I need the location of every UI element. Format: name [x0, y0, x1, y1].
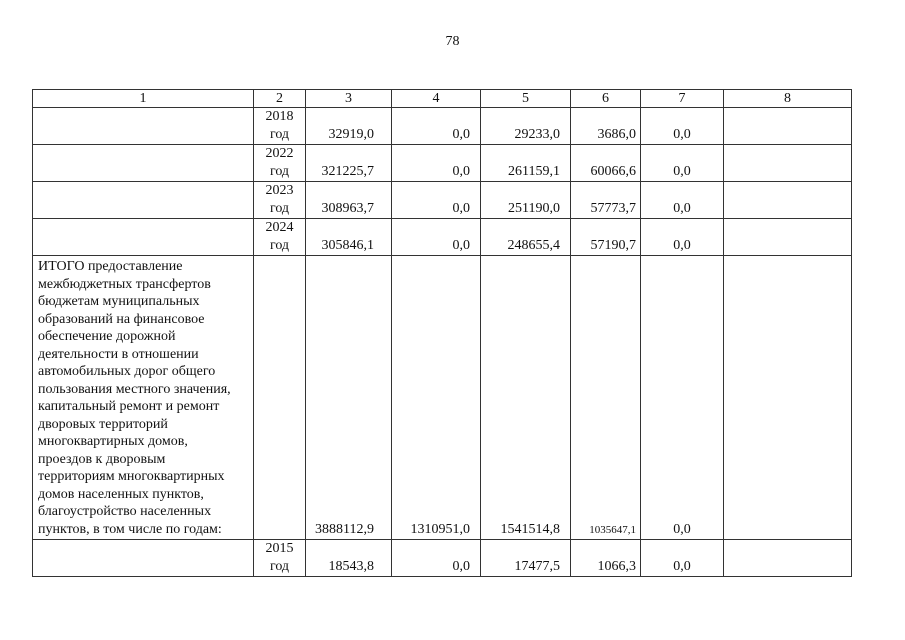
local-value: 1066,3 [571, 540, 641, 577]
table-row [33, 182, 852, 219]
other-value: 0,0 [641, 108, 724, 145]
budget-table [32, 89, 852, 577]
table-row [33, 219, 852, 256]
note-cell [724, 219, 852, 256]
federal-value: 0,0 [392, 219, 481, 256]
year-cell: 2018 год [254, 108, 306, 145]
local-value: 57190,7 [571, 219, 641, 256]
regional-value: 1541514,8 [481, 256, 571, 540]
regional-value: 261159,1 [481, 145, 571, 182]
year-cell: 2023 год [254, 182, 306, 219]
regional-value: 251190,0 [481, 182, 571, 219]
header-col-7: 7 [641, 90, 724, 108]
other-value: 0,0 [641, 145, 724, 182]
local-value: 1035647,1 [571, 256, 641, 540]
other-value: 0,0 [641, 182, 724, 219]
federal-value: 0,0 [392, 145, 481, 182]
federal-value: 0,0 [392, 540, 481, 577]
header-col-1: 1 [33, 90, 254, 108]
table-row [33, 145, 852, 182]
year-cell: 2022 год [254, 145, 306, 182]
note-cell [724, 182, 852, 219]
year-cell: 2024 год [254, 219, 306, 256]
regional-value: 29233,0 [481, 108, 571, 145]
total-value: 18543,8 [306, 540, 392, 577]
header-col-2: 2 [254, 90, 306, 108]
total-value: 32919,0 [306, 108, 392, 145]
total-description: ИТОГО предоставление межбюджетных трансфертов бюджетам муниципальных образований на финансовое обеспечение дорожной деятельности в отношении автомобильных дорог общего пользования местного значения, капитальный ремонт и ремонт дворовых территорий многоквартирных домов, проездов к дворовым территориям многоквартирных домов населенных пунктов, благоустройство населенных пунктов, в том числе по годам: [33, 256, 254, 540]
table-row [33, 540, 852, 577]
note-cell [724, 108, 852, 145]
note-cell [724, 540, 852, 577]
note-cell [724, 256, 852, 540]
name-cell [33, 108, 254, 145]
regional-value: 248655,4 [481, 219, 571, 256]
federal-value: 0,0 [392, 108, 481, 145]
regional-value: 17477,5 [481, 540, 571, 577]
page-number: 78 [445, 34, 460, 49]
total-value: 308963,7 [306, 182, 392, 219]
total-value: 321225,7 [306, 145, 392, 182]
other-value: 0,0 [641, 219, 724, 256]
header-col-3: 3 [306, 90, 392, 108]
federal-value: 1310951,0 [392, 256, 481, 540]
header-col-8: 8 [724, 90, 852, 108]
total-value: 305846,1 [306, 219, 392, 256]
name-cell [33, 540, 254, 577]
header-row [33, 90, 852, 108]
other-value: 0,0 [641, 256, 724, 540]
header-col-5: 5 [481, 90, 571, 108]
year-cell: 2015 год [254, 540, 306, 577]
other-value: 0,0 [641, 540, 724, 577]
local-value: 3686,0 [571, 108, 641, 145]
local-value: 57773,7 [571, 182, 641, 219]
year-cell [254, 256, 306, 540]
name-cell [33, 182, 254, 219]
header-col-6: 6 [571, 90, 641, 108]
name-cell [33, 145, 254, 182]
local-value: 60066,6 [571, 145, 641, 182]
total-value: 3888112,9 [306, 256, 392, 540]
note-cell [724, 145, 852, 182]
name-cell [33, 219, 254, 256]
federal-value: 0,0 [392, 182, 481, 219]
table-row [33, 108, 852, 145]
total-row [33, 256, 852, 540]
header-col-4: 4 [392, 90, 481, 108]
